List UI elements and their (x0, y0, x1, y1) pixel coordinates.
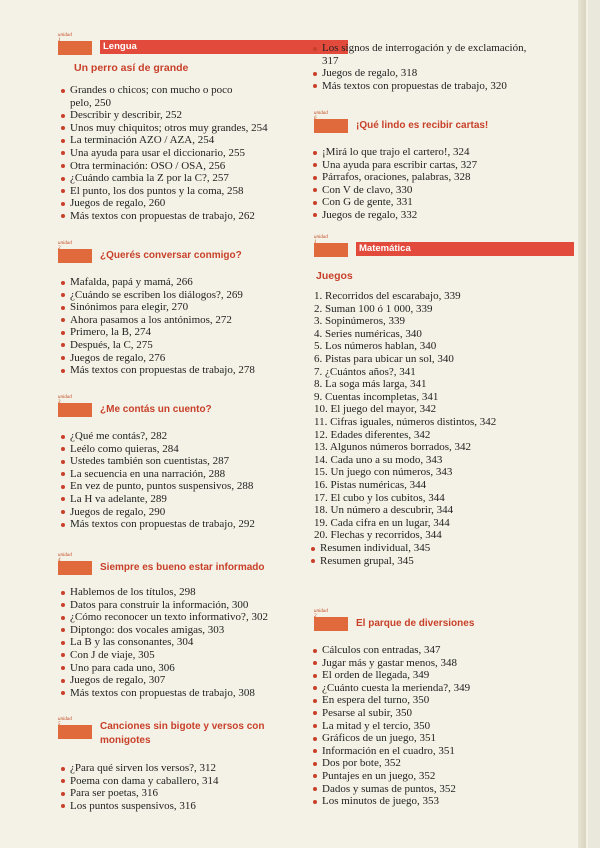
list-item: Resumen individual, 345 (310, 542, 570, 555)
list-item: 7. ¿Cuántos años?, 341 (314, 365, 416, 378)
unit-tag: unidad (314, 609, 328, 614)
list-item: Información en el cuadro, 351 (312, 745, 572, 758)
list-item: En espera del turno, 350 (312, 694, 572, 707)
section-title: El parque de diversiones (356, 618, 475, 629)
list-item: ¿Para qué sirven los versos?, 312 (60, 762, 306, 775)
unit-block (314, 617, 348, 631)
list-item: Después, la C, 275 (60, 339, 306, 352)
section-title: Siempre es bueno estar informado (100, 562, 265, 573)
list-item: 17. El cubo y los cubitos, 344 (314, 491, 445, 504)
list-item: Para ser poetas, 316 (60, 787, 306, 800)
unit-tag: unidad (58, 717, 72, 722)
section-title: ¡Qué lindo es recibir cartas! (356, 120, 489, 131)
list-item: La mitad y el tercio, 350 (312, 720, 572, 733)
list-item: Sinónimos para elegir, 270 (60, 301, 306, 314)
list-item: 3. Sopinúmeros, 339 (314, 315, 406, 328)
unit-tag: unidad (58, 395, 72, 400)
list-juegos (314, 290, 574, 542)
list-item: Poema con dama y caballero, 314 (60, 775, 306, 788)
list-item: Leélo como quieras, 284 (60, 443, 306, 456)
unit-block (58, 561, 92, 575)
list-item: Diptongo: dos vocales amigas, 303 (60, 624, 306, 637)
section-title: ¿Querés conversar conmigo? (100, 250, 242, 261)
list-item: Más textos con propuestas de trabajo, 292 (60, 518, 306, 531)
unit-tag: unidad (58, 241, 72, 246)
section-title-line1: Canciones sin bigote y versos con (100, 721, 265, 732)
list-resumen (310, 542, 570, 567)
list-item: Juegos de regalo, 276 (60, 352, 306, 365)
list-unit2 (60, 276, 306, 377)
list-item: 13. Algunos números borrados, 342 (314, 441, 472, 454)
list-item: Los signos de interrogación y de exclamación, 317 (312, 42, 534, 67)
unit-tag: unidad (314, 111, 328, 116)
list-item: Los minutos de juego, 353 (312, 795, 572, 808)
unit-block (58, 403, 92, 417)
list-item: Ustedes también son cuentistas, 287 (60, 455, 306, 468)
section-title-line2: monigotes (100, 735, 151, 746)
list-unit5-cont (312, 42, 534, 92)
list-item: 5. Los números hablan, 340 (314, 340, 437, 353)
list-item: ¿Cuándo se escriben los diálogos?, 269 (60, 289, 306, 302)
list-item: ¿Cómo reconocer un texto informativo?, 302 (60, 611, 306, 624)
list-item: Jugar más y gastar menos, 348 (312, 657, 572, 670)
list-item: Juegos de regalo, 290 (60, 506, 306, 519)
list-item: Mafalda, papá y mamá, 266 (60, 276, 306, 289)
list-item: Ahora pasamos a los antónimos, 272 (60, 314, 306, 327)
list-item: Primero, la B, 274 (60, 326, 306, 339)
list-item: La H va adelante, 289 (60, 493, 306, 506)
list-item: El punto, los dos puntos y la coma, 258 (60, 185, 306, 198)
list-item: ¿Cuánto cuesta la merienda?, 349 (312, 682, 572, 695)
list-item: La terminación AZO / AZA, 254 (60, 134, 306, 147)
list-item: 4. Series numéricas, 340 (314, 327, 422, 340)
list-item: 12. Edades diferentes, 342 (314, 428, 431, 441)
list-item: ¡Mirá lo que trajo el cartero!, 324 (312, 146, 572, 159)
list-item: Con J de viaje, 305 (60, 649, 306, 662)
page-edge (578, 0, 586, 848)
list-item: 11. Cifras iguales, números distintos, 342 (314, 415, 497, 428)
list-item: Hablemos de los títulos, 298 (60, 586, 306, 599)
unit-block (58, 41, 92, 55)
list-item: Una ayuda para usar el diccionario, 255 (60, 147, 306, 160)
list-item: La B y las consonantes, 304 (60, 636, 306, 649)
list-item: Uno para cada uno, 306 (60, 662, 306, 675)
list-item: Describir y describir, 252 (60, 109, 306, 122)
list-item: Juegos de regalo, 307 (60, 674, 306, 687)
section-bar-lengua: Lengua (100, 40, 348, 54)
list-parque (312, 644, 572, 808)
list-item: 10. El juego del mayor, 342 (314, 403, 437, 416)
section-title: ¿Me contás un cuento? (100, 404, 212, 415)
list-item: La secuencia en una narración, 288 (60, 468, 306, 481)
list-unit3 (60, 430, 306, 531)
list-item: Más textos con propuestas de trabajo, 278 (60, 364, 306, 377)
unit-tag: unidad (58, 33, 72, 38)
list-item: Resumen grupal, 345 (310, 555, 570, 568)
list-item: 9. Cuentas incompletas, 341 (314, 390, 439, 403)
unit-block (314, 243, 348, 257)
list-item: 1. Recorridos del escarabajo, 339 (314, 290, 461, 302)
list-unit5 (60, 762, 306, 812)
list-item: Párrafos, oraciones, palabras, 328 (312, 171, 572, 184)
list-item: Gráficos de un juego, 351 (312, 732, 572, 745)
list-item: Puntajes en un juego, 352 (312, 770, 572, 783)
list-item: Datos para construir la información, 300 (60, 599, 306, 612)
list-item: Una ayuda para escribir cartas, 327 (312, 159, 572, 172)
unit-block (58, 249, 92, 263)
list-item: Dados y sumas de puntos, 352 (312, 783, 572, 796)
section-bar-matematica: Matemática (356, 242, 574, 256)
list-item: Juegos de regalo, 332 (312, 209, 572, 222)
list-item: Juegos de regalo, 318 (312, 67, 534, 80)
unit-block (58, 725, 92, 739)
list-item: 8. La soga más larga, 341 (314, 378, 427, 391)
list-item: Otra terminación: OSO / OSA, 256 (60, 160, 306, 173)
list-item: Cálculos con entradas, 347 (312, 644, 572, 657)
list-item: 20. Flechas y recorridos, 344 (314, 529, 442, 542)
list-item: 19. Cada cifra en un lugar, 344 (314, 516, 450, 529)
list-item: 14. Cada uno a su modo, 343 (314, 453, 443, 466)
list-unit4 (60, 586, 306, 699)
list-item: 16. Pistas numéricas, 344 (314, 478, 427, 491)
list-item: 2. Suman 100 ó 1 000, 339 (314, 302, 433, 315)
list-item: El orden de llegada, 349 (312, 669, 572, 682)
list-unit1 (60, 84, 306, 223)
list-item: Juegos de regalo, 260 (60, 197, 306, 210)
subtitle-un-perro: Un perro así de grande (74, 62, 189, 74)
list-item: Los puntos suspensivos, 316 (60, 800, 306, 813)
list-item: ¿Qué me contás?, 282 (60, 430, 306, 443)
list-item: Más textos con propuestas de trabajo, 262 (60, 210, 306, 223)
list-item: Unos muy chiquitos; otros muy grandes, 254 (60, 122, 306, 135)
list-item: En vez de punto, puntos suspensivos, 288 (60, 480, 306, 493)
unit-tag: unidad (314, 235, 328, 240)
list-item: 15. Un juego con números, 343 (314, 466, 453, 479)
list-item: 18. Un número a descubrir, 344 (314, 504, 454, 517)
list-unit6 (312, 146, 572, 222)
list-item: Más textos con propuestas de trabajo, 308 (60, 687, 306, 700)
list-item: Dos por bote, 352 (312, 757, 572, 770)
list-item: Grandes o chicos; con mucho o poco pelo, 250 (60, 84, 255, 109)
unit-tag: unidad (58, 553, 72, 558)
list-item: ¿Cuándo cambia la Z por la C?, 257 (60, 172, 306, 185)
unit-block (314, 119, 348, 133)
list-item: 6. Pistas para ubicar un sol, 340 (314, 352, 454, 365)
list-item: Con G de gente, 331 (312, 196, 572, 209)
list-item: Con V de clavo, 330 (312, 184, 572, 197)
list-item: Pesarse al subir, 350 (312, 707, 572, 720)
list-item: Más textos con propuestas de trabajo, 320 (312, 80, 534, 93)
subtitle-juegos: Juegos (316, 270, 353, 282)
